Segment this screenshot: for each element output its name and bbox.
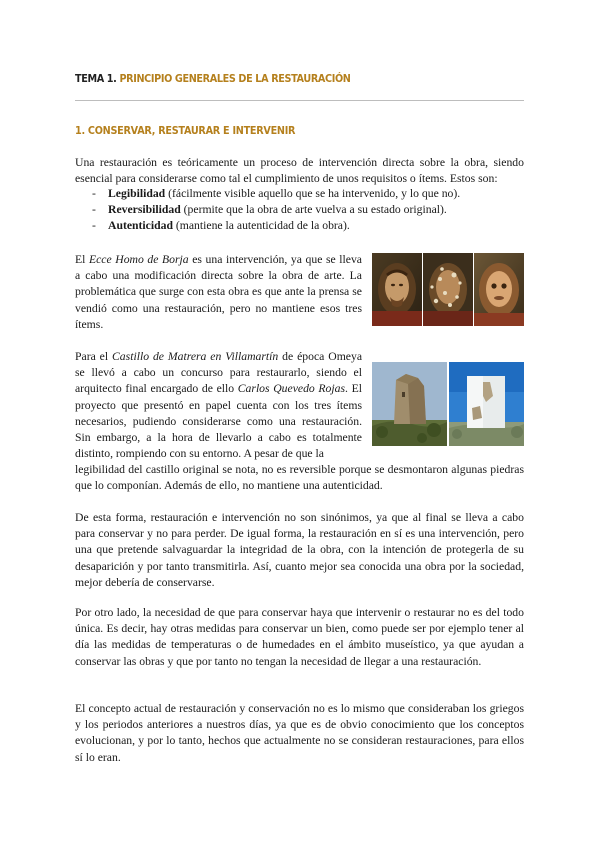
section-title: 1. CONSERVAR, RESTAURAR E INTERVENIR	[75, 125, 296, 137]
header-title: PRINCIPIO GENERALES DE LA RESTAURACIÓN	[116, 73, 351, 85]
header-lead: TEMA 1.	[75, 73, 117, 85]
artwork-title: Ecce Homo de Borja	[88, 253, 189, 266]
requirements-list	[92, 186, 460, 235]
castle-comparison-image	[372, 362, 524, 446]
header-divider	[75, 100, 524, 101]
castle-name: Castillo de Matrera en Villamartín	[112, 350, 279, 363]
ecce-homo-image	[372, 253, 524, 326]
list-item: - Autenticidad (mantiene la autenticidad de la obra).	[92, 219, 350, 233]
ecce-homo-comparison-image	[372, 253, 524, 326]
requirement-term: Legibilidad	[108, 187, 166, 200]
requirement-desc: (permite que la obra de arte vuelva a su estado original).	[180, 203, 447, 217]
architect-name: Carlos Quevedo Rojas	[237, 382, 346, 396]
paragraph-restoration-vs-intervention: De esta forma, restauración e intervención no son sinónimos, ya que al final se lleva a cabo para conservar y no para perder. De igual forma, la restauración en sí es una intervención, pero una que pretende salvaguardar la integridad de la obra, con la intención de protegerla de su desaparición y por tanto transmitirla. Así, cuanto mejor sea conocida una obra por la sociedad, mejor debería de conservarse.	[75, 511, 524, 589]
list-item: - Reversibilidad (permite que la obra de arte vuelva a su estado original).	[92, 203, 447, 217]
requirement-desc: (mantiene la autenticidad de la obra).	[172, 219, 350, 233]
requirement-term: Autenticidad	[108, 219, 173, 233]
paragraph-conservation-measures: Por otro lado, la necesidad de que para conservar haya que intervenir o restaurar no es del todo única. Es decir, hay otras medidas para conservar un bien, como puede ser por ejemplo tener al día las medidas de temperaturas o de humedades en el ámbito museístico, ya que ayudan a conservar las obras y que por tanto no tengan la necesidad de llegar a una restauración.	[75, 606, 524, 668]
castle-image	[372, 362, 524, 446]
castle-continuation: legibilidad del castillo original se nota, no es reversible porque se desmontaron algunas piedras que lo componían. Además de ello, no mantiene una autenticidad.	[75, 463, 524, 493]
document-header	[75, 73, 351, 85]
castle-paragraph: Para el Castillo de Matrera en Villamartín de época Omeya se llevó a cabo un concurso para restaurarlo, siendo el arquitecto final encargado de ello Carlos Quevedo Rojas. El proyecto que presentó en papel cuenta con los tres ítems necesarios, pudiendo considerarse como una restauración. Sin embargo, a la hora de llevarlo a cabo es totalmente distinto, rompiendo con su entorno. A pesar de que la	[75, 350, 363, 461]
paragraph-historical-concept: El concepto actual de restauración y conservación no es lo mismo que consideraban los griegos y los periodos anteriores a nuestros días, ya que es de obvio conocimiento que los conceptos evolucionan, y por lo tanto, hechos que actualmente no se consideran restauraciones, para ellos sí lo eran.	[75, 702, 524, 764]
list-item: - Legibilidad (fácilmente visible aquello que se ha intervenido, y lo que no).	[92, 187, 461, 200]
requirement-term: Reversibilidad	[108, 203, 181, 217]
requirement-desc: (fácilmente visible aquello que se ha intervenido, y lo que no).	[165, 187, 461, 200]
ecce-homo-paragraph: El Ecce Homo de Borja es una intervención, ya que se lleva a cabo una modificación directa sobre la obra de arte. La problemática que surge con esta obra es que ante la prensa se vendió como una restauración, pero no mantiene esos tres ítems.	[75, 253, 362, 331]
intro-paragraph: Una restauración es teóricamente un proceso de intervención directa sobre la obra, siendo esencial para considerarse como tal el cumplimiento de unos requisitos o ítems. Estos son:	[75, 156, 524, 186]
